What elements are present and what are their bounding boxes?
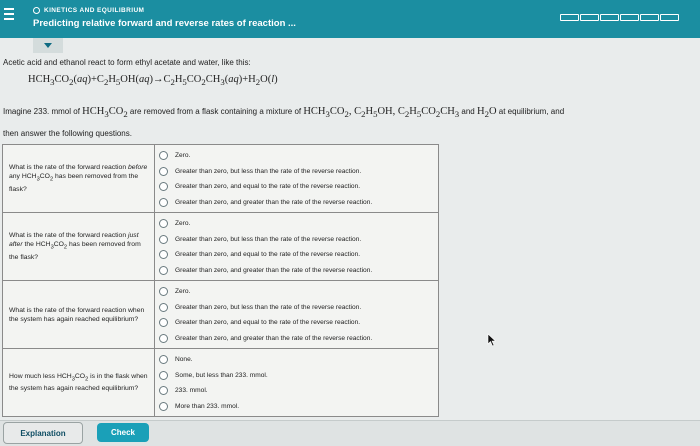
answer-option[interactable]: Greater than zero, and equal to the rate of the reverse reaction. (159, 247, 434, 263)
question-instructions: Imagine 233. mmol of $HCH_3CO_2$ are removed from a flask containing a mixture of $HCH_3CO_2$, $C_2H_5OH$, $C_2H_5CO_2CH_3$ and $H_2O$ at equilibrium, and then answer the following questions. (3, 106, 565, 139)
answer-option[interactable]: Greater than zero, and greater than the rate of the reverse reaction. (159, 195, 434, 211)
collapse-tab[interactable] (33, 38, 63, 53)
answer-option[interactable]: 233. mmol. (159, 383, 434, 399)
table-row (3, 349, 439, 417)
topic-circle-icon (33, 7, 40, 14)
answer-options (155, 349, 439, 417)
radio-button[interactable] (159, 287, 168, 296)
answer-option[interactable]: More than 233. mmol. (159, 399, 434, 415)
radio-button[interactable] (159, 266, 168, 275)
row-question: What is the rate of the forward reaction just after the $HCH_3CO_2$ has been removed from the flask? (3, 213, 155, 281)
answer-options (155, 213, 439, 281)
radio-button[interactable] (159, 402, 168, 411)
radio-button[interactable] (159, 151, 168, 160)
reaction-equation: $HCH_3CO_2(aq)+C_2H_5OH(aq)\to C_2H_5CO_2CH_3(aq)+H_2O(l)$ (28, 74, 278, 88)
answer-option[interactable]: Greater than zero, and greater than the rate of the reverse reaction. (159, 331, 434, 347)
question-table (2, 144, 439, 417)
progress-indicator (560, 14, 680, 21)
explanation-button[interactable]: Explanation (3, 422, 83, 444)
answer-option[interactable]: Greater than zero, but less than the rate of the reverse reaction. (159, 164, 434, 180)
radio-button[interactable] (159, 355, 168, 364)
page-title: Predicting relative forward and reverse rates of reaction ... (33, 18, 296, 29)
radio-button[interactable] (159, 198, 168, 207)
answer-option[interactable]: Zero. (159, 216, 434, 232)
radio-button[interactable] (159, 167, 168, 176)
table-row (3, 145, 439, 213)
radio-button[interactable] (159, 303, 168, 312)
answer-option[interactable]: Greater than zero, and greater than the rate of the reverse reaction. (159, 263, 434, 279)
answer-option[interactable]: None. (159, 352, 434, 368)
answer-option[interactable]: Greater than zero, and equal to the rate of the reverse reaction. (159, 179, 434, 195)
table-row (3, 281, 439, 349)
radio-button[interactable] (159, 386, 168, 395)
radio-button[interactable] (159, 235, 168, 244)
topic-label: KINETICS AND EQUILIBRIUM (33, 7, 144, 14)
answer-option[interactable]: Zero. (159, 148, 434, 164)
header-bar (0, 0, 700, 38)
answer-options (155, 145, 439, 213)
radio-button[interactable] (159, 371, 168, 380)
row-question: What is the rate of the forward reaction when the system has again reached equilibrium? (3, 281, 155, 349)
radio-button[interactable] (159, 250, 168, 259)
answer-option[interactable]: Zero. (159, 284, 434, 300)
radio-button[interactable] (159, 318, 168, 327)
row-question: How much less $HCH_3CO_2$ is in the flask when the system has again reached equilibrium? (3, 349, 155, 417)
mouse-cursor-icon (487, 333, 497, 347)
check-button[interactable]: Check (97, 423, 149, 442)
row-question: What is the rate of the forward reaction before any $HCH_3CO_2$ has been removed from the flask? (3, 145, 155, 213)
answer-option[interactable]: Greater than zero, and equal to the rate of the reverse reaction. (159, 315, 434, 331)
table-row (3, 213, 439, 281)
answer-option[interactable]: Some, but less than 233. mmol. (159, 368, 434, 384)
answer-option[interactable]: Greater than zero, but less than the rate of the reverse reaction. (159, 232, 434, 248)
radio-button[interactable] (159, 334, 168, 343)
menu-icon[interactable] (4, 8, 14, 20)
question-intro: Acetic acid and ethanol react to form ethyl acetate and water, like this: (3, 58, 251, 67)
answer-options (155, 281, 439, 349)
answer-option[interactable]: Greater than zero, but less than the rate of the reverse reaction. (159, 300, 434, 316)
radio-button[interactable] (159, 219, 168, 228)
radio-button[interactable] (159, 182, 168, 191)
